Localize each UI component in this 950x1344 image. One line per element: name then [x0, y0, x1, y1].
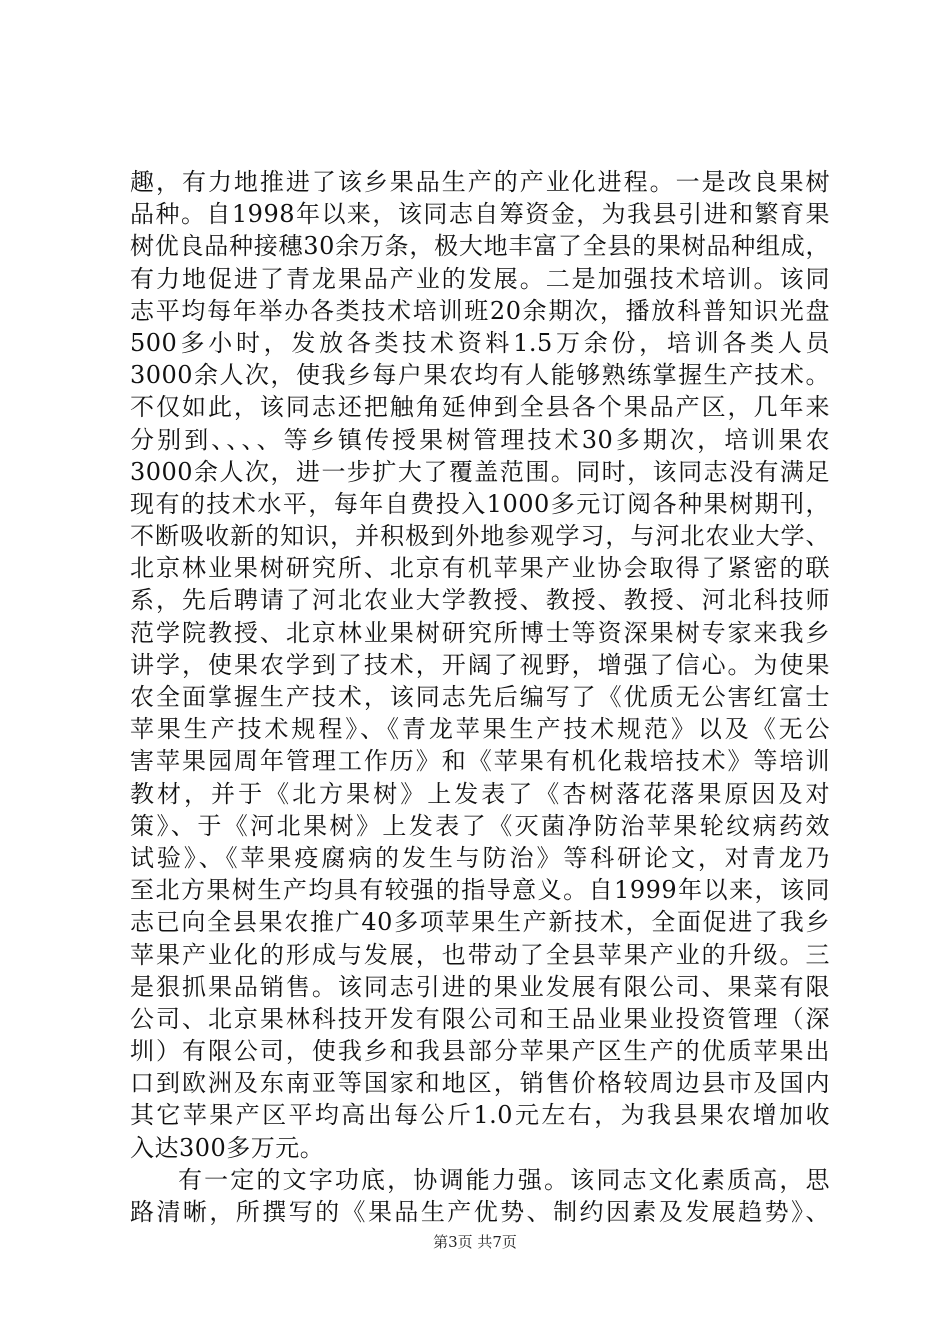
text-line: 其它苹果产区平均高出每公斤1.0元左右，为我县果农增加收	[130, 1101, 830, 1130]
text-line: 入达300多万元。	[130, 1133, 325, 1162]
text-line: 范学院教授、北京林业果树研究所博士等资深果树专家来我乡	[130, 618, 830, 647]
page-footer	[0, 1232, 950, 1252]
text-line: 不断吸收新的知识，并积极到外地参观学习，与河北农业大学、	[130, 522, 830, 551]
text-line: 公司、北京果林科技开发有限公司和王品业果业投资管理（深	[130, 1004, 830, 1033]
text-line: 趣，有力地推进了该乡果品生产的产业化进程。一是改良果树	[130, 168, 830, 196]
body-text	[130, 166, 830, 1228]
text-line: 教材，并于《北方果树》上发表了《杏树落花落果原因及对	[130, 779, 830, 808]
text-line: 树优良品种接穗30余万条，极大地丰富了全县的果树品种组成，	[130, 232, 830, 261]
text-line: 志平均每年举办各类技术培训班20余期次，播放科普知识光盘	[130, 296, 830, 325]
text-line: 策》、于《河北果树》上发表了《灭菌净防治苹果轮纹病药效	[130, 811, 830, 840]
text-line: 口到欧洲及东南亚等国家和地区，销售价格较周边县市及国内	[130, 1069, 830, 1098]
text-line: 有力地促进了青龙果品产业的发展。二是加强技术培训。该同	[130, 264, 830, 293]
text-line: 苹果生产技术规程》、《青龙苹果生产技术规范》以及《无公	[130, 715, 830, 744]
page-number-label: 第3页 共7页	[433, 1233, 517, 1251]
text-line: 试验》、《苹果疫腐病的发生与防治》等科研论文，对青龙乃	[130, 843, 830, 872]
text-line: 至北方果树生产均具有较强的指导意义。自1999年以来，该同	[130, 876, 830, 905]
text-line: 系，先后聘请了河北农业大学教授、教授、教授、河北科技师	[130, 586, 830, 615]
text-line: 分别到、、、、等乡镇传授果树管理技术30多期次，培训果农	[130, 425, 830, 454]
text-line: 圳）有限公司，使我乡和我县部分苹果产区生产的优质苹果出	[130, 1037, 830, 1066]
text-line: 500多小时，发放各类技术资料1.5万余份，培训各类人员	[130, 328, 830, 357]
text-line: 农全面掌握生产技术，该同志先后编写了《优质无公害红富士	[130, 683, 830, 711]
text-line: 品种。自1998年以来，该同志自筹资金，为我县引进和繁育果	[130, 200, 830, 229]
text-line: 路清晰，所撰写的《果品生产优势、制约因素及发展趋势》、	[130, 1198, 830, 1226]
text-line: 北京林业果树研究所、北京有机苹果产业协会取得了紧密的联	[130, 554, 830, 583]
text-line: 不仅如此，该同志还把触角延伸到全县各个果品产区，几年来	[130, 393, 830, 422]
text-line: 苹果产业化的形成与发展，也带动了全县苹果产业的升级。三	[130, 940, 830, 969]
text-line: 3000余人次，使我乡每户果农均有人能够熟练掌握生产技术。	[130, 361, 830, 390]
text-line: 害苹果园周年管理工作历》和《苹果有机化栽培技术》等培训	[130, 747, 830, 776]
text-line: 3000余人次，进一步扩大了覆盖范围。同时，该同志没有满足	[130, 457, 830, 486]
paragraph-first-line: 有一定的文字功底，协调能力强。该同志文化素质高，思	[178, 1165, 830, 1194]
text-line: 志已向全县果农推广40多项苹果生产新技术，全面促进了我乡	[130, 908, 830, 937]
text-line: 现有的技术水平，每年自费投入1000多元订阅各种果树期刊，	[130, 489, 830, 518]
text-line: 讲学，使果农学到了技术，开阔了视野，增强了信心。为使果	[130, 650, 830, 679]
text-line: 是狠抓果品销售。该同志引进的果业发展有限公司、果菜有限	[130, 972, 830, 1001]
